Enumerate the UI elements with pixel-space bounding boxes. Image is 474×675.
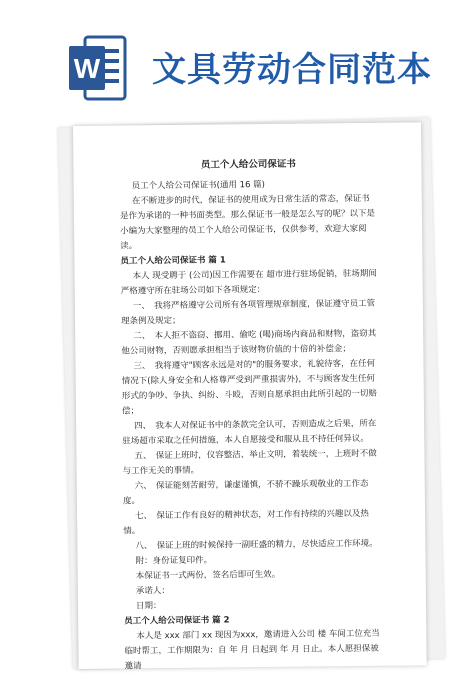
- svg-text:W: W: [73, 53, 101, 84]
- list-item: 四、 我本人对保证书中的条款完全认可，否则造成之后果，所在驻场超市采取之任何措施，本人自愿接受和服从且不持任何异议。: [122, 418, 377, 447]
- header-banner: [0, 0, 474, 110]
- list-item: 八、 保证上班的时候保持一副旺盛的精力，尽快适应工作环境。: [135, 538, 378, 552]
- document-subtitle: 员工个人给公司保证书(通用 16 篇): [131, 179, 266, 192]
- banner-title: 文具劳动合同范本: [152, 50, 432, 90]
- section-heading: 员工个人给公司保证书 篇 1: [120, 255, 226, 267]
- document-page: [73, 122, 427, 672]
- section-lead: 本人 现受聘于 (公司)因工作需要在 超市进行驻场促销，驻场期间严格遵守所在驻场公司如下各项规定：: [120, 268, 377, 297]
- signer-line: 承诺人：: [135, 586, 170, 597]
- attachment-note: 附：身份证复印件。: [135, 555, 213, 567]
- intro-paragraph: 在不断进步的时代，保证书的使用成为日常生活的常态，保证书是作为承诺的一种书面类型。那么保证书一般是怎么写的呢？以下是小编为大家整理的员工个人给公司保证书，仅供参考，欢迎大家阅读。: [119, 193, 376, 252]
- list-item: 五、 保证上班时，仪容整洁、举止文明，着装统一，上班时不做与工作无关的事情。: [122, 448, 377, 477]
- section-heading: 员工个人给公司保证书 篇 2: [124, 615, 230, 627]
- word-document-icon: [67, 35, 129, 101]
- list-item: 三、 我将遵守"顾客永远是对的"的服务要求，礼貌待客，在任何情况下(除人身安全和人格尊严受到严重损害外)，不与顾客发生任何形式的争吵、争执、纠纷、斗殴，否则自愿承担由此所引起的一切赔偿；: [121, 358, 377, 417]
- list-item: 二、 本人拒不盗窃、挪用、偷吃 (喝)商场内商品和财物，盗窃其他公司财物，否则愿承担相当于该财物价值的十倍的补偿金；: [121, 328, 377, 357]
- list-item: 六、 保证能刻苦耐劳，谦虚谨慎，不骄不躁乐观敬业的工作态度。: [122, 478, 369, 507]
- document-text: [119, 155, 382, 675]
- list-item: 七、 保证工作有良好的精神状态，对工作有持续的兴趣以及热情。: [123, 508, 369, 537]
- copies-note: 本保证书一式两份，签名后即可生效。: [135, 569, 281, 582]
- list-item: 一、 我将严格遵守公司所有各项管理规章制度，保证遵守员工管理条例及规定；: [120, 298, 376, 327]
- document-title: 员工个人给公司保证书: [200, 158, 296, 171]
- date-line: 日期：: [135, 601, 162, 612]
- section-lead: 本人是 xxx 部门 xx 现因为xxx，邀请进入公司 楼 车间工位充当临时帮工，工作期限为：自 年 月 日起到 年 月 日止。本人愿担保被邀请: [124, 628, 380, 672]
